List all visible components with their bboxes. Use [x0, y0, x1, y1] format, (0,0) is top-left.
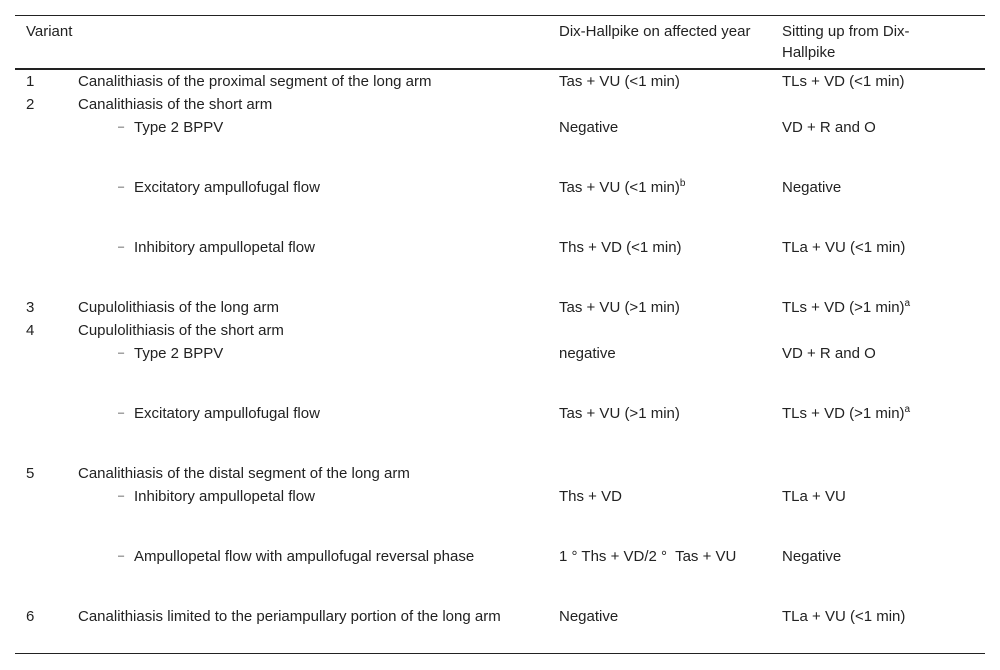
row-dix-hallpike: Tas + VU (>1 min) [559, 299, 680, 316]
footnote-marker: b [679, 178, 686, 189]
row-dix-hallpike: 1 ° Ths + VD/2 ° Tas + VU [559, 548, 737, 565]
row-dix-hallpike [559, 177, 685, 198]
row-description: Inhibitory ampullopetal flow [134, 239, 315, 256]
row-description: Cupulolithiasis of the short arm [78, 322, 284, 339]
row-description: Type 2 BPPV [134, 119, 224, 136]
row-number: 5 [26, 465, 35, 482]
row-dix-hallpike: Ths + VD (<1 min) [559, 239, 682, 256]
row-sitting-up: Negative [782, 548, 842, 565]
cell-text: Tas + VU (<1 min) [559, 179, 680, 196]
row-number: 6 [26, 608, 35, 625]
bullet-dash: – [118, 181, 125, 193]
header-rule [15, 68, 985, 70]
row-dix-hallpike: Ths + VD [559, 488, 622, 505]
row-dix-hallpike: Tas + VU (>1 min) [559, 405, 680, 422]
row-dix-hallpike: Tas + VU (<1 min) [559, 73, 680, 90]
row-description: Ampullopetal flow with ampullofugal reversal phase [134, 548, 475, 565]
row-sitting-up: TLa + VU [782, 488, 846, 505]
row-dix-hallpike: Negative [559, 608, 619, 625]
row-description: Excitatory ampullofugal flow [134, 405, 320, 422]
row-sitting-up [782, 403, 910, 424]
row-description: Canalithiasis of the proximal segment of the long arm [78, 73, 432, 90]
bullet-dash: – [118, 347, 125, 359]
footnote-marker: a [904, 298, 911, 309]
row-sitting-up [782, 297, 910, 318]
footnote-marker: a [904, 404, 911, 415]
row-description: Inhibitory ampullopetal flow [134, 488, 315, 505]
row-description: Canalithiasis limited to the periampullary portion of the long arm [78, 608, 501, 625]
row-number: 3 [26, 299, 35, 316]
row-dix-hallpike: negative [559, 345, 616, 362]
row-description: Canalithiasis of the distal segment of the long arm [78, 465, 410, 482]
row-description: Canalithiasis of the short arm [78, 96, 273, 113]
row-description: Cupulolithiasis of the long arm [78, 299, 279, 316]
header-dix-hallpike: Dix-Hallpike on affected year [559, 23, 751, 40]
row-number: 2 [26, 96, 35, 113]
row-number: 1 [26, 73, 35, 90]
row-sitting-up: Negative [782, 179, 842, 196]
bullet-dash: – [118, 490, 125, 502]
header-variant: Variant [26, 23, 73, 40]
bullet-dash: – [118, 241, 125, 253]
bottom-rule [15, 653, 985, 654]
row-sitting-up: TLa + VU (<1 min) [782, 608, 906, 625]
row-number: 4 [26, 322, 35, 339]
bullet-dash: – [118, 550, 125, 562]
cell-text: TLs + VD (>1 min) [782, 405, 905, 422]
row-sitting-up: VD + R and O [782, 345, 876, 362]
top-rule [15, 15, 985, 16]
cell-text: TLs + VD (>1 min) [782, 299, 905, 316]
row-dix-hallpike: Negative [559, 119, 619, 136]
row-sitting-up: VD + R and O [782, 119, 876, 136]
row-sitting-up: TLa + VU (<1 min) [782, 239, 906, 256]
header-sitting-up: Sitting up from Dix-Hallpike [782, 23, 910, 61]
bullet-dash: – [118, 407, 125, 419]
row-sitting-up: TLs + VD (<1 min) [782, 73, 905, 90]
row-description: Type 2 BPPV [134, 345, 224, 362]
row-description: Excitatory ampullofugal flow [134, 179, 320, 196]
bullet-dash: – [118, 121, 125, 133]
